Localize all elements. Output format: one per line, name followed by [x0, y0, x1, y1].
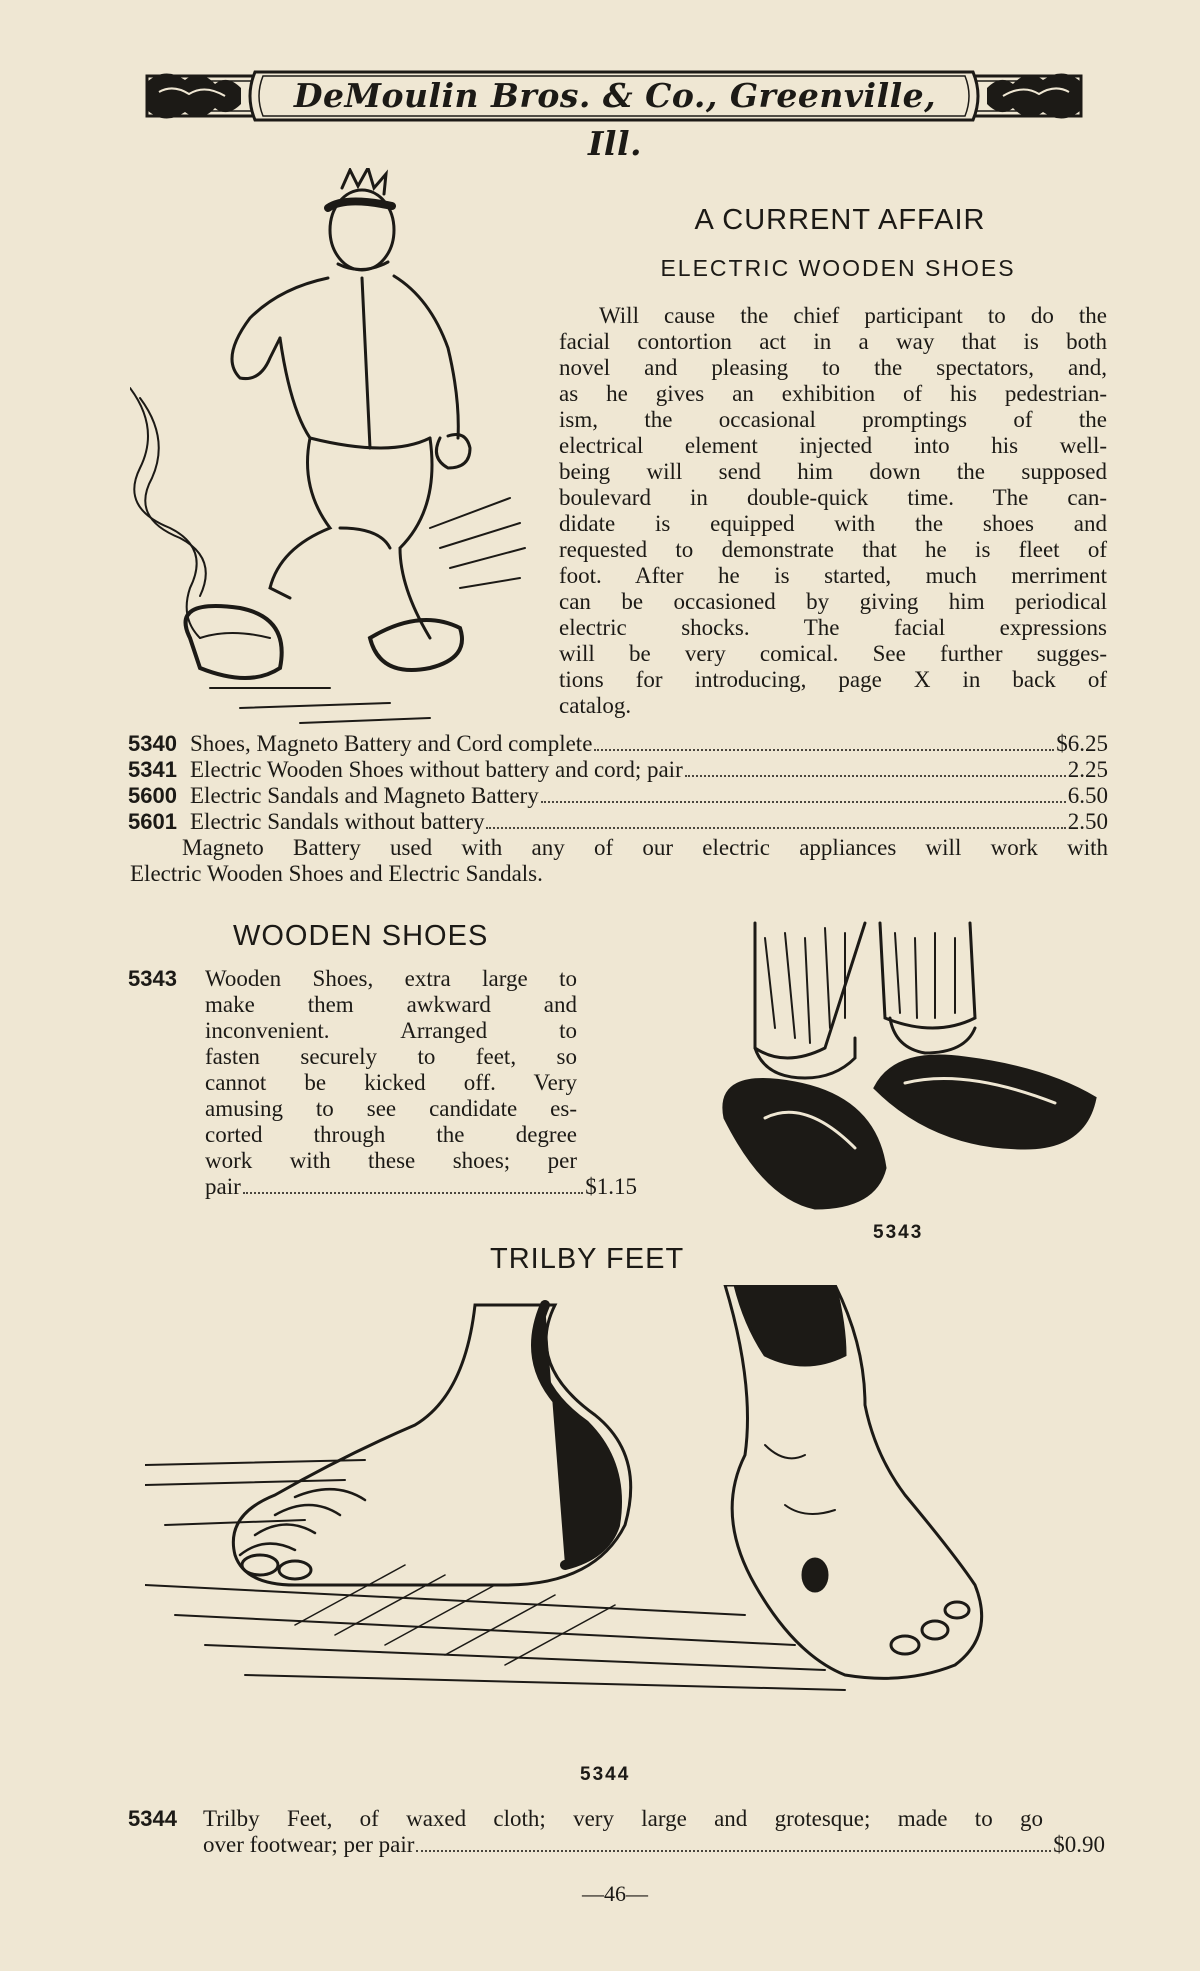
description-line: requested to demonstrate that he is fleet of: [559, 537, 1107, 562]
description-line: corted through the degree: [205, 1122, 577, 1147]
price-row-5343: [205, 1174, 637, 1200]
description-line: work with these shoes; per: [205, 1148, 577, 1173]
item-description: Shoes, Magneto Battery and Cord complete: [190, 731, 593, 756]
item-number: 5340: [128, 731, 177, 756]
item-number-5344: 5344: [128, 1806, 177, 1831]
item-price: 6.50: [1067, 783, 1108, 808]
section-title-trilby-feet: TRILBY FEET: [490, 1243, 685, 1275]
description-line: being will send him down the supposed: [559, 459, 1107, 484]
price-row-5341: [128, 757, 1108, 783]
magneto-note-line1: Magneto Battery used with any of our electric appliances will work with: [182, 835, 1108, 860]
leader-dots: [685, 775, 1066, 777]
item-number: 5341: [128, 757, 177, 782]
leader-dots: [486, 827, 1065, 829]
description-line: facial contortion act in a way that is both: [559, 329, 1107, 354]
description-line: can be occasioned by giving him periodical: [559, 589, 1107, 614]
description-line: boulevard in double-quick time. The can-: [559, 485, 1107, 510]
running-man-drawing: [130, 168, 535, 728]
item-price: $6.25: [1056, 731, 1108, 756]
item-price: 2.50: [1067, 809, 1108, 834]
trilby-feet-description-line1: Trilby Feet, of waxed cloth; very large and grotesque; made to go: [203, 1806, 1043, 1831]
page-number: —46—: [582, 1881, 648, 1906]
section-title-current-affair: A CURRENT AFFAIR: [694, 204, 986, 236]
leader-dots: [416, 1850, 1051, 1852]
description-line: Will cause the chief participant to do the: [599, 303, 1107, 328]
description-line: electric shocks. The facial expressions: [559, 615, 1107, 640]
description-line: fasten securely to feet, so: [205, 1044, 577, 1069]
running-man-illustration: [130, 168, 535, 728]
item-description: Electric Sandals and Magneto Battery: [190, 783, 539, 808]
description-line: didate is equipped with the shoes and: [559, 511, 1107, 536]
item-number: 5601: [128, 809, 177, 834]
description-line: Wooden Shoes, extra large to: [205, 966, 577, 991]
item-description: Electric Wooden Shoes without battery and cord; pair: [190, 757, 683, 782]
item-price: $1.15: [585, 1174, 637, 1199]
item-price: 2.25: [1067, 757, 1108, 782]
description-line: as he gives an exhibition of his pedestrian-: [559, 381, 1107, 406]
description-line: cannot be kicked off. Very: [205, 1070, 577, 1095]
price-row-5344: [203, 1832, 1105, 1858]
trilby-feet-illustration: [145, 1285, 1085, 1735]
price-row-5601: [128, 809, 1108, 835]
leader-dots: [243, 1192, 583, 1194]
item-description: over footwear; per pair: [203, 1832, 415, 1857]
description-line: electrical element injected into his well-: [559, 433, 1107, 458]
description-line: tions for introducing, page X in back of: [559, 667, 1107, 692]
description-line: inconvenient. Arranged to: [205, 1018, 577, 1043]
description-line: ism, the occasional promptings of the: [559, 407, 1107, 432]
description-line: make them awkward and: [205, 992, 577, 1017]
leader-dots: [541, 801, 1066, 803]
item-description: Electric Sandals without battery: [190, 809, 485, 834]
leader-dots: [594, 749, 1054, 751]
wooden-shoes-illustration: [705, 918, 1105, 1218]
section-title-wooden-shoes: WOODEN SHOES: [233, 920, 489, 952]
wooden-shoes-description: [205, 966, 577, 1174]
item-price: $0.90: [1053, 1832, 1105, 1857]
banner-title: DeMoulin Bros. & Co., Greenville, Ill.: [293, 76, 937, 163]
description-line: novel and pleasing to the spectators, and,: [559, 355, 1107, 380]
magneto-note-line2: Electric Wooden Shoes and Electric Sandals.: [130, 861, 543, 886]
item-description: pair: [205, 1174, 241, 1199]
item-number: 5600: [128, 783, 177, 808]
price-row-5340: [128, 731, 1108, 757]
catalog-header-banner: [145, 62, 1083, 163]
wooden-shoes-drawing: [705, 918, 1105, 1218]
price-row-5600: [128, 783, 1108, 809]
description-line: foot. After he is started, much merriment: [559, 563, 1107, 588]
subtitle-electric-wooden-shoes: ELECTRIC WOODEN SHOES: [660, 255, 1016, 281]
caption-5344: 5344: [580, 1764, 631, 1785]
caption-5343: 5343: [873, 1222, 924, 1243]
item-number-5343: 5343: [128, 966, 177, 991]
description-line: amusing to see candidate es-: [205, 1096, 577, 1121]
trilby-feet-drawing: [145, 1285, 1085, 1735]
electric-shoes-description: [559, 303, 1107, 719]
description-line: catalog.: [559, 693, 632, 718]
description-line: will be very comical. See further sugges-: [559, 641, 1107, 666]
